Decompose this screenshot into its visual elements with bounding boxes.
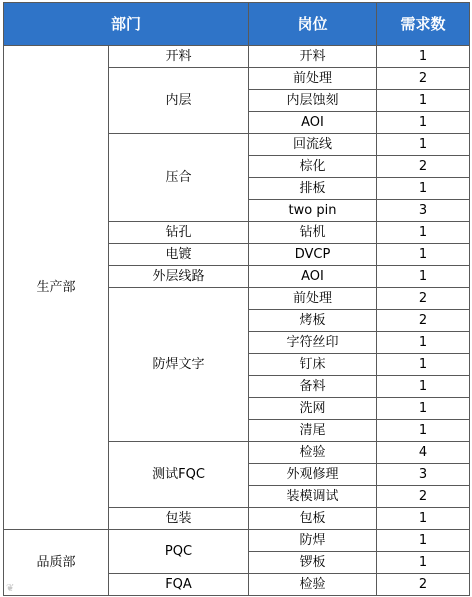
sub-department-cell: FQA [109,574,249,596]
sub-department-cell: 电镀 [109,244,249,266]
sub-department-cell: 钻孔 [109,222,249,244]
sub-department-cell: 压合 [109,134,249,222]
count-cell: 1 [377,552,470,574]
post-cell: 前处理 [249,68,377,90]
count-cell: 3 [377,200,470,222]
count-cell: 1 [377,46,470,68]
count-cell: 1 [377,90,470,112]
watermark-logo: ❦ [6,583,15,594]
post-cell: 检验 [249,442,377,464]
post-cell: AOI [249,112,377,134]
sub-department-cell: 防焊文字 [109,288,249,442]
count-cell: 2 [377,68,470,90]
post-cell: 烤板 [249,310,377,332]
count-cell: 2 [377,288,470,310]
post-cell: 棕化 [249,156,377,178]
sub-department-cell: 包装 [109,508,249,530]
count-cell: 2 [377,156,470,178]
count-cell: 1 [377,244,470,266]
post-cell: 回流线 [249,134,377,156]
count-cell: 3 [377,464,470,486]
sub-department-cell: PQC [109,530,249,574]
department-cell: 生产部 [4,46,109,530]
header-dept: 部门 [4,3,249,46]
post-cell: DVCP [249,244,377,266]
count-cell: 1 [377,354,470,376]
post-cell: 检验 [249,574,377,596]
count-cell: 1 [377,332,470,354]
count-cell: 2 [377,486,470,508]
post-cell: 备料 [249,376,377,398]
post-cell: 钻机 [249,222,377,244]
post-cell: 排板 [249,178,377,200]
header-count: 需求数 [377,3,470,46]
table-row [4,530,470,552]
header-row [4,3,470,46]
count-cell: 1 [377,266,470,288]
post-cell: 钉床 [249,354,377,376]
count-cell: 2 [377,310,470,332]
count-cell: 2 [377,574,470,596]
post-cell: AOI [249,266,377,288]
count-cell: 4 [377,442,470,464]
table-row [4,46,470,68]
sub-department-cell: 开料 [109,46,249,68]
count-cell: 1 [377,178,470,200]
count-cell: 1 [377,222,470,244]
department-cell: 品质部 [4,530,109,596]
count-cell: 1 [377,530,470,552]
post-cell: 包板 [249,508,377,530]
post-cell: 锣板 [249,552,377,574]
count-cell: 1 [377,134,470,156]
staffing-table [3,2,470,596]
post-cell: 防焊 [249,530,377,552]
post-cell: 清尾 [249,420,377,442]
sub-department-cell: 外层线路 [109,266,249,288]
count-cell: 1 [377,112,470,134]
post-cell: 字符丝印 [249,332,377,354]
post-cell: 开料 [249,46,377,68]
sub-department-cell: 测试FQC [109,442,249,508]
post-cell: 装模调试 [249,486,377,508]
post-cell: 洗网 [249,398,377,420]
post-cell: 外观修理 [249,464,377,486]
count-cell: 1 [377,508,470,530]
sub-department-cell: 内层 [109,68,249,134]
count-cell: 1 [377,398,470,420]
header-post: 岗位 [249,3,377,46]
post-cell: two pin [249,200,377,222]
post-cell: 前处理 [249,288,377,310]
count-cell: 1 [377,420,470,442]
post-cell: 内层蚀刻 [249,90,377,112]
count-cell: 1 [377,376,470,398]
